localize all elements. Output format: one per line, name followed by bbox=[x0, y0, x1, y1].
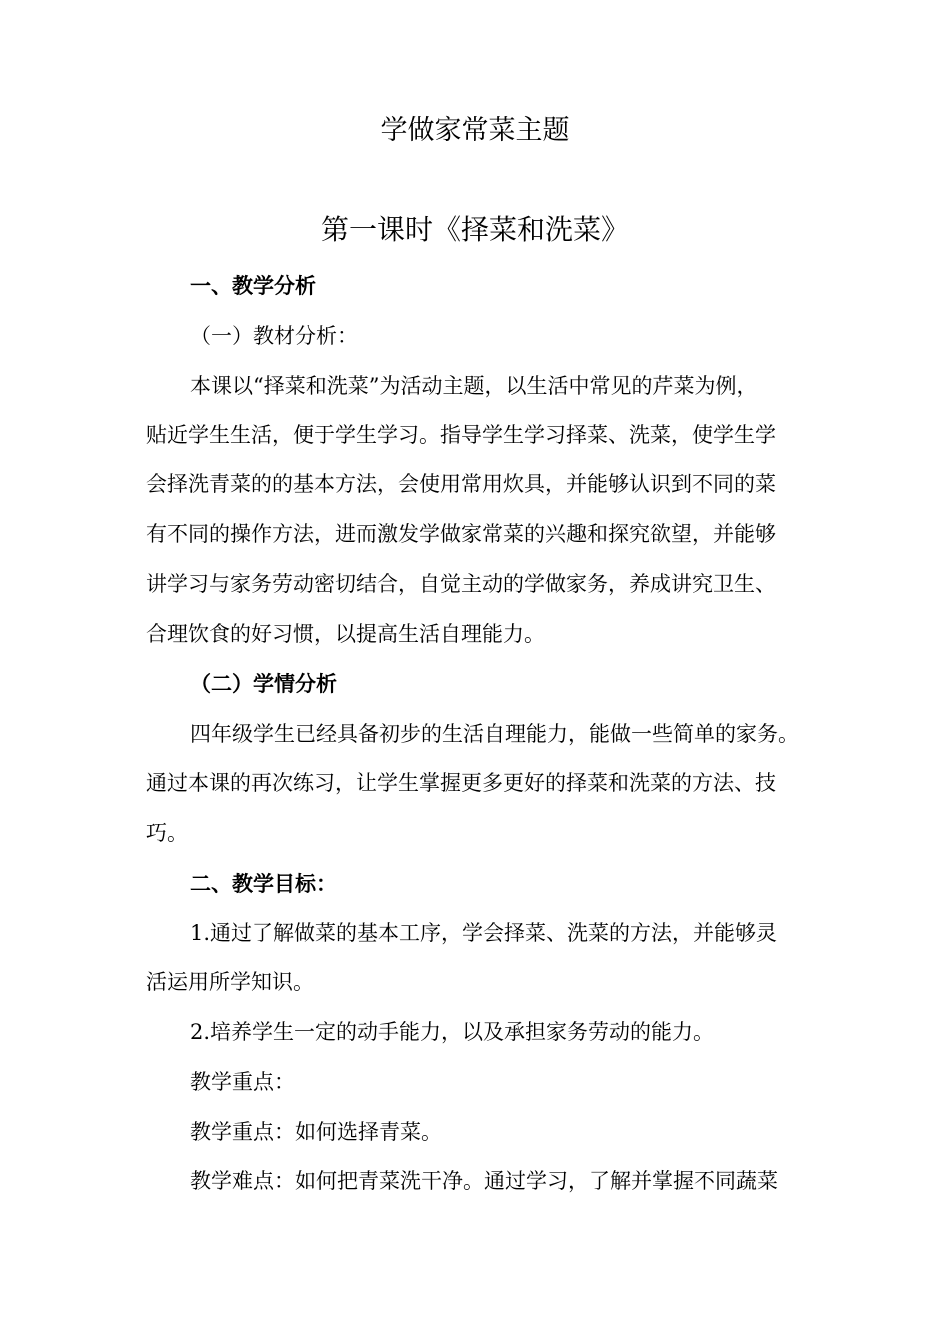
section2-heading: 二、教学目标： bbox=[190, 872, 337, 896]
paragraph-line: 合理饮食的好习惯，以提高生活自理能力。 bbox=[146, 622, 545, 646]
paragraph-line: 讲学习与家务劳动密切结合，自觉主动的学做家务，养成讲究卫生、 bbox=[146, 572, 776, 596]
paragraph-line: 贴近学生生活，便于学生学习。指导学生学习择菜、洗菜，使学生学 bbox=[146, 423, 776, 447]
paragraph-line: 有不同的操作方法，进而激发学做家常菜的兴趣和探究欲望，并能够 bbox=[146, 522, 776, 546]
goal-line: 1.通过了解做菜的基本工序，学会择菜、洗菜的方法，并能够灵 bbox=[190, 921, 778, 945]
subsection1-heading: （一）教材分析： bbox=[190, 324, 358, 348]
section1-heading: 一、教学分析 bbox=[190, 274, 316, 298]
paragraph-line: 本课以“择菜和洗菜”为活动主题，以生活中常见的芹菜为例， bbox=[190, 374, 758, 398]
document-title: 学做家常菜主题 bbox=[380, 115, 570, 146]
lesson-title: 第一课时《择菜和洗菜》 bbox=[320, 213, 629, 246]
paragraph-line: 会择洗青菜的的基本方法，会使用常用炊具，并能够认识到不同的菜 bbox=[146, 472, 776, 496]
key-point: 教学重点：如何选择青菜。 bbox=[190, 1120, 442, 1144]
key-point-label: 教学重点： bbox=[190, 1070, 295, 1094]
paragraph-line: 通过本课的再次练习，让学生掌握更多更好的择菜和洗菜的方法、技 bbox=[146, 771, 776, 795]
goal-line: 活运用所学知识。 bbox=[146, 970, 314, 994]
paragraph-line: 巧。 bbox=[146, 821, 188, 845]
paragraph-line: 四年级学生已经具备初步的生活自理能力，能做一些简单的家务。 bbox=[190, 722, 799, 746]
subsection2-heading: （二）学情分析 bbox=[190, 672, 337, 696]
difficulty-point: 教学难点：如何把青菜洗干净。通过学习，了解并掌握不同蔬菜 bbox=[190, 1169, 778, 1193]
goal-line: 2.培养学生一定的动手能力，以及承担家务劳动的能力。 bbox=[190, 1020, 715, 1044]
